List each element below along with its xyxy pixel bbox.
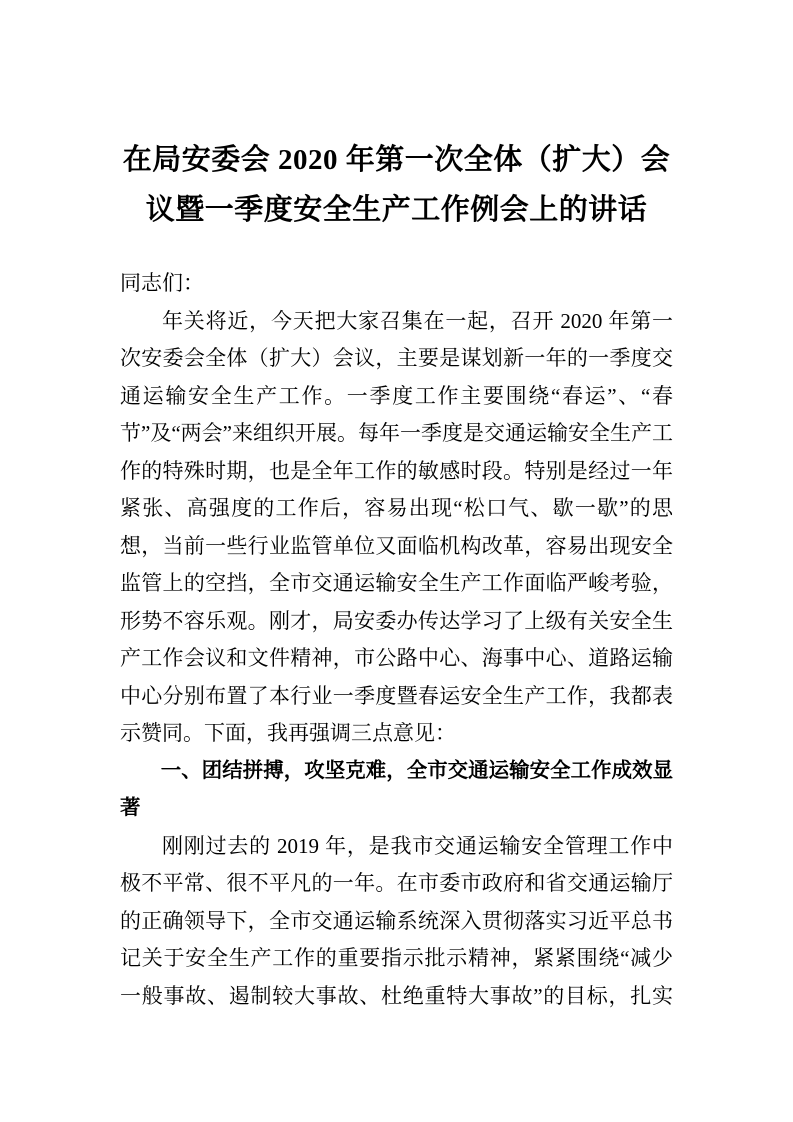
title-line-2: 议暨一季度安全生产工作例会上的讲话 xyxy=(145,194,648,226)
section-heading-1: 一、团结拼搏，攻坚克难，全市交通运输安全工作成效显著 xyxy=(120,759,673,819)
title-line-1: 在局安委会 2020 年第一次全体（扩大）会 xyxy=(122,144,671,176)
paragraph-section-1: 刚刚过去的 2019 年，是我市交通运输安全管理工作中极不平常、很不平凡的一年。在市委市政府和省交通运输厅的正确领导下，全市交通运输系统深入贯彻落实习近平总书记关于安全生产工作的重要指示批示精神，紧紧围绕“减少一般事故、遏制较大事故、杜绝重特大事故”的目标，扎实 xyxy=(120,833,673,1008)
paragraph-opening: 年关将近，今天把大家召集在一起，召开 2020 年第一次安委会全体（扩大）会议，主要是谋划新一年的一季度交通运输安全生产工作。一季度工作主要围绕“春运”、“春节”及“两会”来组织开展。每年一季度是交通运输安全生产工作的特殊时期，也是全年工作的敏感时段。特别是经过一年紧张、高强度的工作后，容易出现“松口气、歇一歇”的思想，当前一些行业监管单位又面临机构改革，容易出现安全监管上的空挡，全市交通运输安全生产工作面临严峻考验，形势不容乐观。刚才，局安委办传达学习了上级有关安全生产工作会议和文件精神，市公路中心、海事中心、道路运输中心分别布置了本行业一季度暨春运安全生产工作，我都表示赞同。下面，我再强调三点意见： xyxy=(120,308,673,745)
document-title xyxy=(120,135,673,235)
salutation: 同志们： xyxy=(120,271,204,295)
